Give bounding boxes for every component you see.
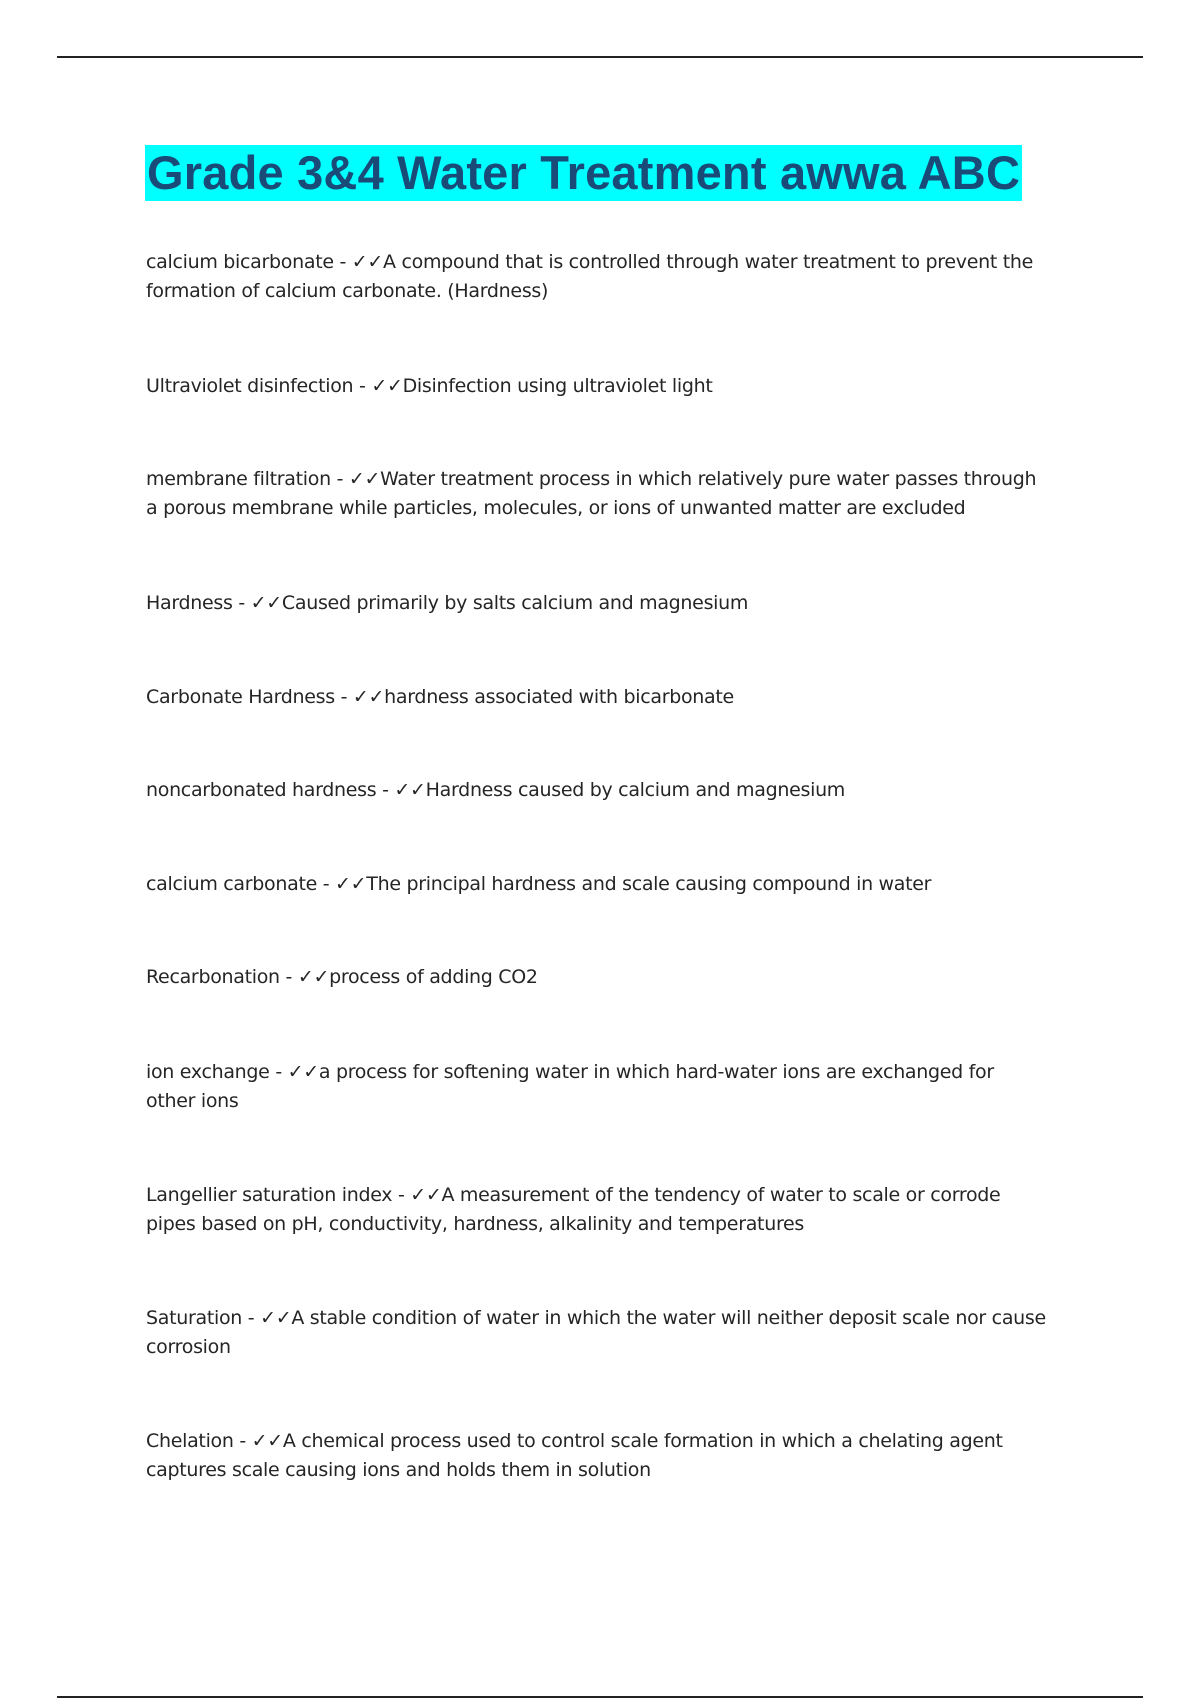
entry-definition: A chemical process used to control scale formation in which a chelating agent captures scale causing ions and holds them in solution [146,1430,1003,1481]
double-check-icon: ✓✓ [297,966,330,988]
double-check-icon: ✓✓ [260,1307,292,1329]
glossary-entry [146,683,1046,712]
entry-term: Ultraviolet disinfection [146,375,354,397]
glossary-entry [146,870,1046,899]
entry-separator: - [392,1184,411,1206]
entry-term: calcium carbonate [146,873,317,895]
entry-definition: a process for softening water in which hard-water ions are exchanged for other ions [146,1061,994,1112]
entry-separator: - [242,1307,261,1329]
document-title: Grade 3&4 Water Treatment awwa ABC [147,146,1021,199]
double-check-icon: ✓✓ [348,468,381,490]
glossary-entry [146,465,1046,523]
double-check-icon: ✓✓ [371,375,403,397]
double-check-icon: ✓✓ [351,251,384,273]
double-check-icon: ✓✓ [287,1061,319,1083]
entry-separator: - [279,966,298,988]
entry-separator: - [233,1430,252,1452]
entry-term: Carbonate Hardness [146,686,335,708]
entry-separator: - [353,375,372,397]
double-check-icon: ✓✓ [410,1184,442,1206]
entry-definition: process of adding CO2 [329,966,538,988]
entry-definition: The principal hardness and scale causing compound in water [366,873,932,895]
glossary-entry [146,248,1046,306]
entry-separator: - [232,592,251,614]
entry-term: Langellier saturation index [146,1184,393,1206]
entry-separator: - [334,686,353,708]
entry-term: Hardness [146,592,233,614]
entry-term: Chelation [146,1430,234,1452]
entry-term: noncarbonated hardness [146,779,377,801]
double-check-icon: ✓✓ [394,779,426,801]
entry-separator: - [269,1061,288,1083]
double-check-icon: ✓✓ [352,686,385,708]
entry-definition: Disinfection using ultraviolet light [402,375,713,397]
glossary-entry [146,1181,1046,1239]
entry-separator: - [333,251,352,273]
glossary-entry [146,589,1046,618]
entry-separator: - [317,873,336,895]
top-rule [57,56,1143,58]
glossary-entry [146,776,1046,805]
glossary-entry [146,1427,1046,1485]
bottom-rule [57,1696,1143,1698]
entry-definition: A measurement of the tendency of water to scale or corrode pipes based on pH, conductivity, hardness, alkalinity and temperatures [146,1184,1001,1235]
entry-definition: Water treatment process in which relatively pure water passes through a porous membrane while particles, molecules, or ions of unwanted matter are excluded [146,468,1037,519]
entry-definition: A stable condition of water in which the water will neither deposit scale nor cause corrosion [146,1307,1046,1358]
entry-term: membrane filtration [146,468,331,490]
entry-term: Saturation [146,1307,243,1329]
entry-term: Recarbonation [146,966,280,988]
entry-definition: hardness associated with bicarbonate [384,686,734,708]
entry-term: calcium bicarbonate [146,251,334,273]
entry-separator: - [376,779,395,801]
title-block [145,145,1022,201]
entry-separator: - [330,468,349,490]
glossary-entry [146,1058,1046,1116]
glossary-entry [146,963,1046,992]
double-check-icon: ✓✓ [335,873,367,895]
double-check-icon: ✓✓ [251,1430,283,1452]
entry-definition: Caused primarily by salts calcium and magnesium [281,592,749,614]
glossary-entry [146,372,1046,401]
double-check-icon: ✓✓ [250,592,282,614]
glossary-entry [146,1304,1046,1362]
entry-term: ion exchange [146,1061,270,1083]
entry-definition: A compound that is controlled through water treatment to prevent the formation of calcium carbonate. (Hardness) [146,251,1034,302]
entry-definition: Hardness caused by calcium and magnesium [425,779,846,801]
